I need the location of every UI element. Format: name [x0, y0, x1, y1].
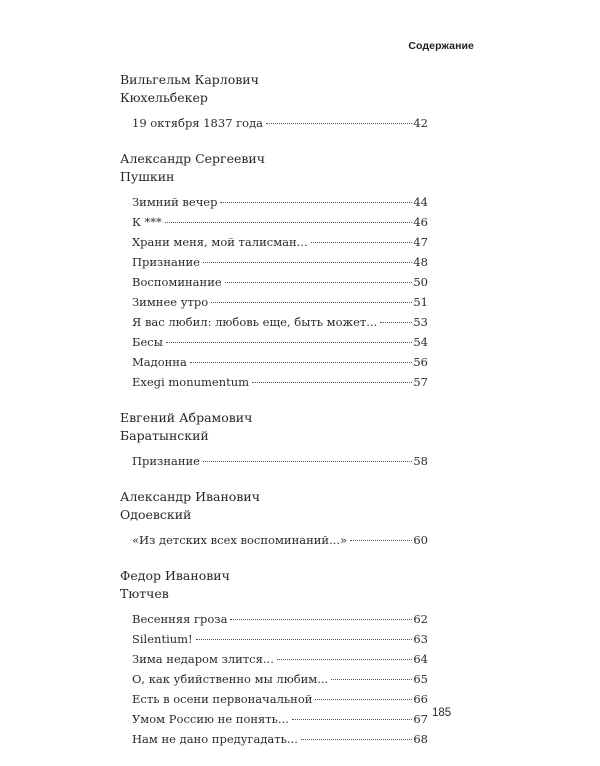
entry-page-number: 47 — [413, 235, 428, 249]
dot-leader — [225, 282, 413, 283]
toc-entry[interactable] — [132, 672, 428, 692]
dot-leader — [292, 719, 412, 720]
entry-title: 19 октября 1837 года — [132, 116, 264, 130]
entry-page-number: 48 — [413, 255, 428, 269]
dot-leader — [203, 262, 412, 263]
entry-page-number: 54 — [413, 335, 428, 349]
author-block — [120, 409, 430, 474]
dot-leader — [380, 322, 412, 323]
author-name — [120, 150, 430, 186]
author-first-name: Вильгельм Карлович — [120, 72, 259, 87]
entry-page-number: 44 — [413, 195, 428, 209]
toc-entry[interactable] — [132, 612, 428, 632]
author-last-name: Кюхельбекер — [120, 90, 208, 105]
author-block — [120, 71, 430, 136]
author-name — [120, 567, 430, 603]
author-block — [120, 488, 430, 553]
entry-page-number: 64 — [413, 652, 428, 666]
dot-leader — [311, 242, 413, 243]
entry-title: Храни меня, мой талисман... — [132, 235, 308, 249]
entry-title: Нам не дано предугадать... — [132, 732, 298, 746]
entries-list — [120, 116, 430, 136]
entry-title: Exegi monumentum — [132, 375, 250, 389]
entry-page-number: 51 — [413, 295, 428, 309]
author-first-name: Александр Сергеевич — [120, 151, 266, 166]
entry-page-number: 62 — [413, 612, 428, 626]
toc-entry[interactable] — [132, 632, 428, 652]
page-number: 185 — [432, 707, 452, 719]
toc-entry[interactable] — [132, 732, 428, 752]
dot-leader — [203, 461, 412, 462]
entry-page-number: 57 — [413, 375, 428, 389]
author-last-name: Баратынский — [120, 428, 209, 443]
dot-leader — [252, 382, 412, 383]
dot-leader — [165, 222, 413, 223]
author-first-name: Федор Иванович — [120, 568, 230, 583]
entry-title: Silentium! — [132, 632, 193, 646]
toc-entry[interactable] — [132, 375, 428, 395]
entries-list — [120, 612, 430, 752]
toc-entry[interactable] — [132, 195, 428, 215]
table-of-contents — [120, 71, 430, 766]
author-last-name: Пушкин — [120, 169, 175, 184]
entry-page-number: 42 — [413, 116, 428, 130]
dot-leader — [166, 342, 413, 343]
dot-leader — [301, 739, 412, 740]
dot-leader — [196, 639, 413, 640]
author-name — [120, 409, 430, 445]
entry-page-number: 63 — [413, 632, 428, 646]
dot-leader — [220, 202, 412, 203]
dot-leader — [230, 619, 412, 620]
toc-entry[interactable] — [132, 116, 428, 136]
entry-title: Умом Россию не понять... — [132, 712, 289, 726]
author-first-name: Евгений Абрамович — [120, 410, 253, 425]
toc-entry[interactable] — [132, 533, 428, 553]
dot-leader — [331, 679, 412, 680]
author-first-name: Александр Иванович — [120, 489, 260, 504]
dot-leader — [211, 302, 412, 303]
entry-title: Признание — [132, 454, 200, 468]
entry-page-number: 60 — [413, 533, 428, 547]
dot-leader — [315, 699, 412, 700]
entries-list — [120, 195, 430, 395]
author-name — [120, 71, 430, 107]
author-block — [120, 567, 430, 752]
entry-page-number: 65 — [413, 672, 428, 686]
entry-title: Зима недаром злится... — [132, 652, 274, 666]
dot-leader — [190, 362, 413, 363]
entry-title: Бесы — [132, 335, 163, 349]
entry-title: «Из детских всех воспоминаний...» — [132, 533, 348, 547]
entry-page-number: 56 — [413, 355, 428, 369]
toc-entry[interactable] — [132, 315, 428, 335]
entry-title: К *** — [132, 215, 162, 229]
entry-title: Воспоминание — [132, 275, 222, 289]
author-block — [120, 150, 430, 395]
dot-leader — [266, 123, 412, 124]
entries-list — [120, 454, 430, 474]
toc-entry[interactable] — [132, 215, 428, 235]
entries-list — [120, 533, 430, 553]
author-name — [120, 488, 430, 524]
entry-page-number: 68 — [413, 732, 428, 746]
entry-title: Есть в осени первоначальной — [132, 692, 313, 706]
toc-entry[interactable] — [132, 355, 428, 375]
entry-title: Я вас любил: любовь еще, быть может... — [132, 315, 378, 329]
entry-page-number: 58 — [413, 454, 428, 468]
entry-title: О, как убийственно мы любим... — [132, 672, 329, 686]
toc-entry[interactable] — [132, 454, 428, 474]
entry-page-number: 66 — [413, 692, 428, 706]
entry-title: Признание — [132, 255, 200, 269]
toc-entry[interactable] — [132, 712, 428, 732]
entry-page-number: 67 — [413, 712, 428, 726]
dot-leader — [277, 659, 413, 660]
toc-entry[interactable] — [132, 295, 428, 315]
entry-page-number: 50 — [413, 275, 428, 289]
toc-entry[interactable] — [132, 275, 428, 295]
entry-title: Мадонна — [132, 355, 187, 369]
toc-entry[interactable] — [132, 335, 428, 355]
entry-page-number: 46 — [413, 215, 428, 229]
dot-leader — [350, 540, 412, 541]
entry-title: Зимнее утро — [132, 295, 209, 309]
toc-entry[interactable] — [132, 692, 428, 712]
author-last-name: Одоевский — [120, 507, 192, 522]
author-last-name: Тютчев — [120, 586, 169, 601]
toc-entry[interactable] — [132, 235, 428, 255]
toc-entry[interactable] — [132, 652, 428, 672]
entry-page-number: 53 — [413, 315, 428, 329]
entry-title: Весенняя гроза — [132, 612, 228, 626]
running-header: Содержание — [408, 40, 474, 52]
toc-entry[interactable] — [132, 255, 428, 275]
entry-title: Зимний вечер — [132, 195, 218, 209]
